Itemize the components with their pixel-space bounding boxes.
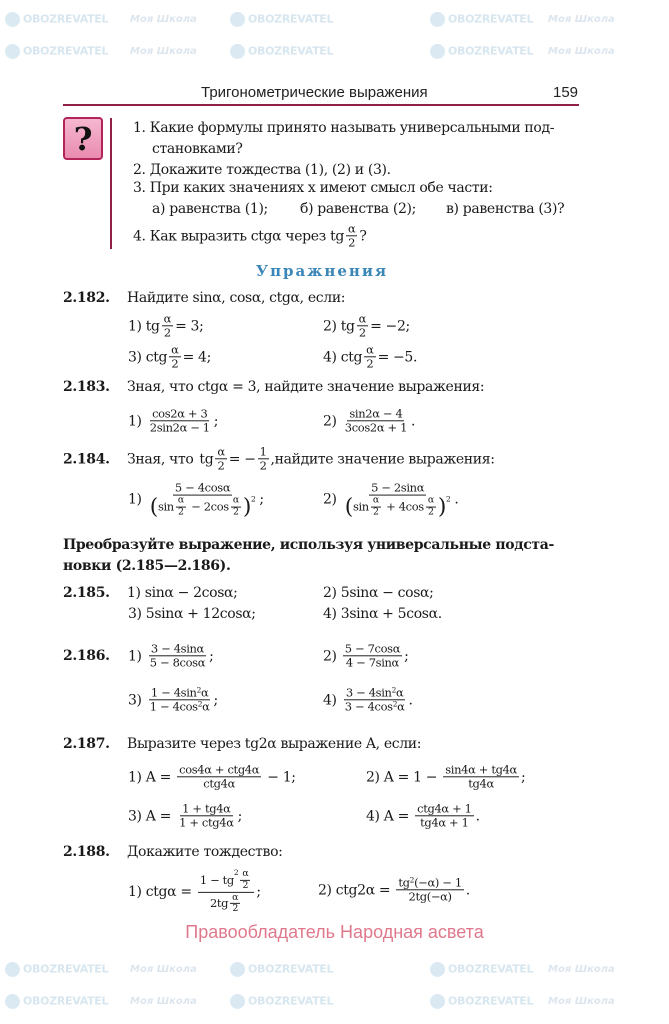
fraction bbox=[215, 445, 226, 472]
math-text: ; bbox=[256, 884, 261, 900]
watermark-text: OBOZREVATEL bbox=[248, 44, 334, 58]
fraction bbox=[148, 642, 207, 669]
math-text: 2 bbox=[171, 356, 179, 371]
running-header-title: Тригонометрические выражения bbox=[201, 84, 428, 101]
math-text: 3) ctg bbox=[128, 349, 168, 365]
math-text: = − bbox=[228, 451, 256, 467]
math-text: α bbox=[232, 494, 239, 506]
denominator bbox=[418, 817, 470, 830]
watermark-moya-shkola: Моя Школа bbox=[548, 964, 615, 975]
large-parenthesis: ) bbox=[242, 494, 251, 520]
exercise-item bbox=[323, 407, 415, 434]
fraction bbox=[177, 763, 261, 790]
fraction bbox=[240, 869, 250, 892]
fraction bbox=[162, 312, 173, 339]
watermark-obozrevatel bbox=[230, 962, 333, 977]
math-text: 1) bbox=[128, 413, 146, 429]
exercise-item: 2) 5sinα − cosα; bbox=[323, 585, 434, 601]
watermark-logo-icon bbox=[5, 962, 20, 977]
watermark-moya-shkola: Моя Школа bbox=[130, 964, 197, 975]
math-text: ctg4α bbox=[203, 776, 235, 791]
exercise-item bbox=[128, 763, 296, 790]
math-text: cos4α + ctg4α bbox=[179, 762, 260, 777]
watermark-text: OBOZREVATEL bbox=[23, 994, 109, 1008]
watermark-obozrevatel bbox=[230, 44, 333, 59]
exercise-item bbox=[323, 482, 459, 519]
math-text: 1 − tg bbox=[199, 872, 234, 887]
math-text: 2) bbox=[323, 413, 341, 429]
math-text: α bbox=[395, 685, 404, 700]
watermark-text: OBOZREVATEL bbox=[248, 962, 334, 976]
fraction bbox=[343, 686, 407, 713]
math-text: 2) bbox=[323, 491, 341, 508]
denominator bbox=[177, 817, 235, 830]
watermark-logo-icon bbox=[230, 994, 245, 1009]
exercise-item bbox=[366, 763, 525, 790]
numerator bbox=[180, 802, 232, 816]
math-text: α bbox=[372, 494, 379, 506]
fraction bbox=[230, 893, 240, 916]
math-text: − 1; bbox=[263, 769, 296, 785]
denominator bbox=[241, 881, 251, 892]
math-text: . bbox=[408, 692, 413, 708]
exercise-2-182 bbox=[63, 290, 345, 306]
math-text: 2 bbox=[259, 458, 267, 473]
exercise-item bbox=[323, 343, 417, 370]
math-text: tg bbox=[199, 451, 214, 467]
math-text: 3) A = bbox=[128, 808, 176, 824]
watermark-obozrevatel bbox=[430, 44, 533, 59]
exercise-text: Найдите sinα, cosα, ctgα, если: bbox=[127, 290, 346, 306]
exercise-item bbox=[128, 642, 213, 669]
math-text: 4) A = bbox=[366, 808, 414, 824]
math-text: 4) ctg bbox=[323, 349, 363, 365]
watermark-text: OBOZREVATEL bbox=[23, 12, 109, 26]
math-text: + 4cos bbox=[382, 499, 424, 514]
exercise-text: найдите значение выражения: bbox=[274, 451, 495, 467]
superscript: 2 bbox=[409, 875, 415, 885]
denominator bbox=[148, 496, 258, 519]
math-text: 5 − 8cosα bbox=[149, 655, 206, 670]
math-text: ; bbox=[213, 413, 219, 429]
watermark-logo-icon bbox=[5, 12, 20, 27]
math-text: 4. Как выразить ctgα через tg bbox=[133, 228, 344, 244]
numerator bbox=[173, 482, 232, 496]
superscript: 2 bbox=[445, 494, 451, 504]
copyright-footer: Правообладатель Народная асвета bbox=[185, 922, 484, 942]
fraction bbox=[343, 407, 409, 434]
math-text: α bbox=[397, 699, 405, 714]
exercise-item bbox=[128, 482, 264, 519]
math-text: = 3; bbox=[175, 318, 204, 334]
math-text: 2 bbox=[178, 506, 184, 518]
math-text: 3cos2α + 1 bbox=[344, 420, 408, 435]
watermark-obozrevatel bbox=[5, 994, 108, 1009]
math-text: ctg4α + 1 bbox=[417, 801, 472, 816]
fraction bbox=[258, 445, 269, 472]
watermark-logo-icon bbox=[230, 12, 245, 27]
fraction bbox=[343, 482, 453, 519]
numerator bbox=[150, 407, 209, 421]
question-3c: в) равенства (3)? bbox=[446, 201, 565, 217]
math-text: 2 bbox=[233, 506, 239, 518]
math-text: 4) bbox=[323, 692, 341, 708]
denominator bbox=[343, 496, 453, 519]
superscript: 2 bbox=[250, 494, 256, 504]
math-text: α bbox=[177, 494, 184, 506]
watermark-moya-shkola: Моя Школа bbox=[548, 46, 615, 57]
math-text: 1) bbox=[128, 491, 146, 508]
math-text: α bbox=[163, 311, 172, 326]
math-text: 2) ctg2α = bbox=[318, 882, 395, 898]
fraction bbox=[177, 802, 235, 829]
fraction bbox=[396, 876, 463, 903]
numerator bbox=[347, 407, 404, 421]
math-text: 2 bbox=[428, 506, 434, 518]
superscript: 2 bbox=[233, 867, 239, 877]
denominator bbox=[258, 460, 269, 473]
math-text: 2 bbox=[217, 458, 225, 473]
numerator bbox=[369, 482, 426, 496]
watermark-logo-icon bbox=[430, 44, 445, 59]
denominator bbox=[466, 778, 496, 791]
math-text: . bbox=[454, 491, 459, 508]
exercise-item bbox=[128, 312, 203, 339]
math-text: 5 − 4cosα bbox=[174, 480, 231, 495]
exercise-item bbox=[128, 869, 261, 915]
math-text: ? bbox=[359, 228, 367, 244]
exercise-item bbox=[323, 642, 408, 669]
watermark-text: OBOZREVATEL bbox=[23, 962, 109, 976]
fraction bbox=[148, 686, 212, 713]
question-3: 3. При каких значениях x имеют смысл обе части: bbox=[133, 180, 493, 196]
math-text: α bbox=[200, 685, 209, 700]
math-text: 2 bbox=[242, 879, 249, 891]
math-text: , bbox=[270, 451, 275, 467]
exercise-number: 2.185. bbox=[63, 585, 110, 601]
exercise-number: 2.188. bbox=[63, 844, 110, 860]
large-parenthesis: ) bbox=[437, 494, 446, 520]
superscript: 2 bbox=[392, 699, 398, 709]
instruction-line: Преобразуйте выражение, используя универсальные подста- bbox=[63, 537, 554, 553]
watermark-logo-icon bbox=[430, 12, 445, 27]
exercise-item bbox=[323, 312, 410, 339]
exercise-item bbox=[323, 686, 413, 713]
exercise-text: Зная, что ctgα = 3, найдите значение выражения: bbox=[127, 379, 485, 395]
question-3a: а) равенства (1); bbox=[152, 201, 268, 217]
math-text: . bbox=[475, 808, 480, 824]
math-text: tg bbox=[398, 875, 410, 890]
denominator bbox=[346, 237, 357, 250]
denominator bbox=[148, 422, 212, 435]
fraction bbox=[426, 496, 436, 519]
math-text: 5 − 2sinα bbox=[371, 480, 425, 495]
numerator bbox=[344, 686, 405, 700]
denominator bbox=[343, 422, 409, 435]
watermark-logo-icon bbox=[430, 962, 445, 977]
math-text: 3) bbox=[128, 692, 146, 708]
numerator bbox=[343, 642, 402, 656]
numerator bbox=[215, 445, 226, 459]
numerator bbox=[162, 312, 173, 326]
math-text: 1 − 4cos bbox=[149, 699, 198, 714]
numerator bbox=[198, 869, 254, 893]
exercise-number: 2.186. bbox=[63, 648, 110, 664]
watermark-text: OBOZREVATEL bbox=[448, 994, 534, 1008]
exercise-2-183 bbox=[63, 379, 484, 395]
watermark-obozrevatel bbox=[5, 962, 108, 977]
math-text: 1) ctgα = bbox=[128, 884, 196, 900]
watermark-text: OBOZREVATEL bbox=[23, 44, 109, 58]
large-parenthesis: ( bbox=[344, 494, 353, 520]
exercise-number: 2.182. bbox=[63, 290, 110, 306]
math-text: = −2; bbox=[370, 318, 410, 334]
header-rule bbox=[63, 104, 579, 106]
numerator bbox=[364, 343, 375, 357]
large-parenthesis: ( bbox=[149, 494, 158, 520]
math-text: = −5. bbox=[377, 349, 418, 365]
exercise-text: Докажите тождество: bbox=[127, 844, 283, 860]
questions-divider bbox=[110, 118, 112, 249]
math-text: α bbox=[358, 311, 367, 326]
denominator bbox=[148, 657, 207, 670]
fraction bbox=[169, 343, 180, 370]
watermark-text: OBOZREVATEL bbox=[248, 12, 334, 26]
exercise-number: 2.187. bbox=[63, 736, 110, 752]
numerator bbox=[177, 763, 261, 777]
denominator bbox=[357, 327, 368, 340]
math-text: sin bbox=[157, 499, 174, 514]
watermark-text: OBOZREVATEL bbox=[248, 994, 334, 1008]
question-2: 2. Докажите тождества (1), (2) и (3). bbox=[133, 162, 391, 178]
math-text: 2tg bbox=[209, 896, 229, 911]
exercise-item bbox=[318, 876, 470, 903]
math-text: 3 − 4sin bbox=[345, 685, 392, 700]
math-text: 2) tg bbox=[323, 318, 355, 334]
exercise-2-185 bbox=[63, 585, 238, 601]
watermark-moya-shkola: Моя Школа bbox=[130, 14, 197, 25]
instruction-line: новки (2.185—2.186). bbox=[63, 558, 231, 574]
math-text: 4 − 7sinα bbox=[345, 655, 399, 670]
numerator bbox=[415, 802, 473, 816]
watermark-moya-shkola: Моя Школа bbox=[548, 996, 615, 1007]
watermark-obozrevatel bbox=[430, 12, 533, 27]
math-text: ; bbox=[237, 808, 242, 824]
superscript: 2 bbox=[391, 685, 396, 695]
watermark-logo-icon bbox=[230, 962, 245, 977]
watermark-obozrevatel bbox=[430, 994, 533, 1009]
math-text: α bbox=[427, 494, 434, 506]
math-text: 3 − 4sinα bbox=[150, 641, 204, 656]
watermark-moya-shkola: Моя Школа bbox=[548, 14, 615, 25]
exercise-item: 3) 5sinα + 12cosα; bbox=[128, 606, 256, 622]
math-text: α bbox=[232, 891, 239, 903]
math-text: sin4α + tg4α bbox=[445, 762, 517, 777]
math-text: ; bbox=[404, 648, 409, 664]
math-text: = 4; bbox=[182, 349, 211, 365]
math-text: 1 − 4sin bbox=[150, 685, 197, 700]
watermark-text: OBOZREVATEL bbox=[448, 962, 534, 976]
fraction bbox=[346, 222, 357, 249]
math-text: α bbox=[202, 699, 210, 714]
math-text: 2 bbox=[358, 325, 366, 340]
math-text: 5 − 7cosα bbox=[344, 641, 401, 656]
fraction bbox=[415, 802, 473, 829]
watermark-logo-icon bbox=[5, 994, 20, 1009]
math-text: 1 bbox=[259, 444, 267, 459]
math-text: 2tg(−α) bbox=[408, 889, 452, 904]
math-text: cos2α + 3 bbox=[152, 406, 208, 421]
math-text: 3 − 4cos bbox=[344, 699, 393, 714]
fraction bbox=[364, 343, 375, 370]
watermark-obozrevatel bbox=[430, 962, 533, 977]
fraction bbox=[231, 496, 241, 519]
watermark-obozrevatel bbox=[230, 12, 333, 27]
exercise-item: 1) sinα − 2cosα; bbox=[127, 585, 238, 601]
exercise-item bbox=[128, 407, 218, 434]
math-text: ; bbox=[520, 769, 526, 785]
math-text: α bbox=[366, 342, 374, 357]
exercise-condition bbox=[199, 445, 274, 472]
math-text: tg4α bbox=[468, 776, 494, 791]
section-title: Упражнения bbox=[255, 262, 389, 280]
exercise-number: 2.183. bbox=[63, 379, 110, 395]
exercise-item bbox=[128, 343, 211, 370]
numerator bbox=[346, 222, 357, 236]
math-text: 2 bbox=[366, 356, 374, 371]
numerator bbox=[258, 445, 269, 459]
math-text: 2) A = 1 − bbox=[366, 769, 442, 785]
exercise-2-188 bbox=[63, 844, 283, 860]
question-3b: б) равенства (2); bbox=[300, 201, 417, 217]
math-text: 2 bbox=[373, 506, 379, 518]
exercise-number: 2.184. bbox=[63, 451, 110, 467]
math-text: . bbox=[411, 413, 416, 429]
denominator bbox=[407, 891, 454, 904]
math-text: ; bbox=[209, 648, 214, 664]
denominator bbox=[343, 701, 407, 714]
denominator bbox=[176, 508, 186, 519]
exercise-2-187 bbox=[63, 736, 421, 752]
watermark-text: OBOZREVATEL bbox=[448, 12, 534, 26]
math-text: 1) tg bbox=[128, 318, 160, 334]
math-text: α bbox=[242, 867, 249, 879]
denominator bbox=[230, 904, 240, 915]
denominator bbox=[162, 327, 173, 340]
watermark-obozrevatel bbox=[5, 44, 108, 59]
fraction bbox=[371, 496, 381, 519]
watermark-logo-icon bbox=[430, 994, 445, 1009]
denominator bbox=[231, 508, 241, 519]
watermark-moya-shkola: Моя Школа bbox=[130, 46, 197, 57]
fraction bbox=[148, 482, 258, 519]
denominator bbox=[169, 358, 180, 371]
numerator bbox=[149, 642, 206, 656]
fraction bbox=[198, 869, 254, 915]
math-text: ; bbox=[213, 692, 218, 708]
fraction bbox=[176, 496, 186, 519]
question-mark-icon: ? bbox=[63, 117, 103, 160]
denominator bbox=[371, 508, 381, 519]
fraction bbox=[443, 763, 519, 790]
exercise-2-184 bbox=[63, 445, 495, 472]
denominator bbox=[216, 460, 227, 473]
fraction bbox=[357, 312, 368, 339]
math-text: sin2α − 4 bbox=[349, 406, 403, 421]
fraction bbox=[343, 642, 402, 669]
watermark-logo-icon bbox=[230, 44, 245, 59]
exercise-item bbox=[366, 802, 480, 829]
math-text: 2 bbox=[163, 325, 171, 340]
denominator bbox=[344, 657, 401, 670]
exercise-item bbox=[128, 802, 242, 829]
denominator bbox=[364, 358, 375, 371]
denominator bbox=[148, 701, 212, 714]
math-text: 2sin2α − 1 bbox=[149, 420, 210, 435]
exercise-item: 4) 3sinα + 5cosα. bbox=[323, 606, 442, 622]
denominator bbox=[208, 893, 244, 916]
math-text: sin bbox=[352, 499, 369, 514]
numerator bbox=[149, 686, 210, 700]
question-1-cont: становками? bbox=[152, 141, 243, 157]
watermark-text: OBOZREVATEL bbox=[448, 44, 534, 58]
math-text: 1 + ctg4α bbox=[179, 815, 234, 830]
math-text: α bbox=[171, 342, 179, 357]
superscript: 2 bbox=[196, 685, 201, 695]
math-text: (−α) − 1 bbox=[414, 875, 462, 890]
numerator bbox=[443, 763, 519, 777]
math-text: α bbox=[217, 444, 225, 459]
denominator bbox=[426, 508, 436, 519]
question-4 bbox=[133, 222, 367, 249]
math-text: ; bbox=[259, 491, 264, 508]
numerator bbox=[169, 343, 180, 357]
math-text: 2 bbox=[232, 903, 238, 915]
exercise-item bbox=[128, 686, 218, 713]
exercise-text: Выразите через tg2α выражение A, если: bbox=[127, 736, 422, 752]
watermark-obozrevatel bbox=[5, 12, 108, 27]
numerator bbox=[357, 312, 368, 326]
denominator bbox=[201, 778, 237, 791]
watermark-obozrevatel bbox=[230, 994, 333, 1009]
math-text: 2 bbox=[348, 235, 356, 250]
math-text: . bbox=[465, 882, 470, 898]
numerator bbox=[396, 876, 463, 890]
fraction bbox=[148, 407, 212, 434]
math-text: 1 + tg4α bbox=[182, 801, 231, 816]
watermark-logo-icon bbox=[5, 44, 20, 59]
math-text: 1) A = bbox=[128, 769, 176, 785]
exercise-text: Зная, что bbox=[127, 451, 194, 467]
math-text: 1) bbox=[128, 648, 146, 664]
watermark-moya-shkola: Моя Школа bbox=[130, 996, 197, 1007]
math-text: − 2cos bbox=[187, 499, 229, 514]
page-number: 159 bbox=[553, 84, 579, 101]
superscript: 2 bbox=[197, 699, 203, 709]
math-text: 2) bbox=[323, 648, 341, 664]
math-text: α bbox=[347, 221, 356, 236]
question-1: 1. Какие формулы принято называть универсальными под- bbox=[133, 120, 555, 136]
math-text: tg4α + 1 bbox=[420, 815, 469, 830]
